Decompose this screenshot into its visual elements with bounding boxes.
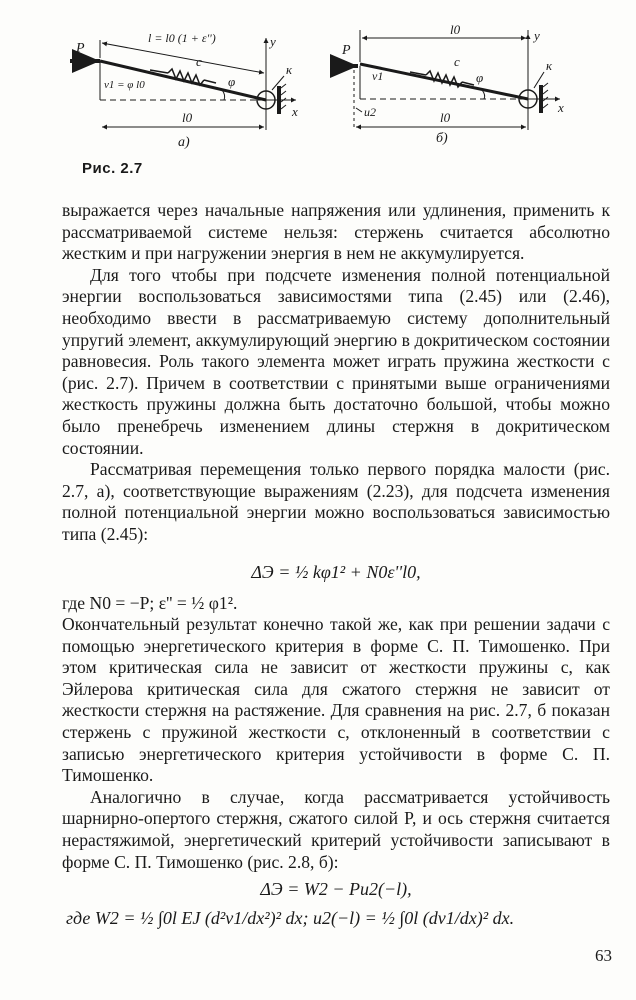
support-label: к <box>286 62 293 77</box>
equation-timoshenko: ΔЭ = W2 − Pu2(−l), <box>260 879 412 900</box>
paragraph-1: выражается через начальные напряжения или удлинения, применить к рассматриваемой системе нельзя: стержень считается абсолютно жестким и при нагружении энергия в нем не аккумулируется. <box>62 200 610 264</box>
where-clause-1: где N0 = −P; ε'' = ½ φ1². <box>62 592 238 613</box>
panel-a <box>70 31 298 150</box>
panel-label: б) <box>436 131 448 146</box>
panel-b <box>338 22 564 146</box>
x-axis-label: x <box>292 104 298 119</box>
page-number: 63 <box>595 946 612 965</box>
angle-label: φ <box>228 74 236 89</box>
paragraph-2: Для того чтобы при подсчете изменения полной потенциальной энергии воспользоваться зависимостями типа (2.45) или (2.46), необходимо ввести в рассматриваемую систему дополнительный упругий элемент, аккумулирующий энергию в докритическом состоянии равновесия. Роль такого элемента может играть пружина жесткости c (рис. 2.7). Причем в соответствии с принятыми выше ограничениями жесткость пружины должна быть достаточно большой, чтобы можно было пренебречь изменением длины стержня в докритическом состоянии. <box>62 264 610 458</box>
top-dimension-label: l0 <box>450 22 461 37</box>
force-label: P <box>342 43 351 58</box>
shortening-label: u2 <box>364 105 376 119</box>
figure-caption: Рис. 2.7 <box>82 160 143 177</box>
paragraph-5: Аналогично в случае, когда рассматривается устойчивость шарнирно-опертого стержня, сжатого силой P, и ось стержня считается нерастяжимой, энергетический критерий устойчивости записывают в форме С. П. Тимошенко (рис. 2.8, б): <box>62 786 610 872</box>
spring-label: c <box>454 54 460 69</box>
figure-2-7 <box>0 0 636 160</box>
y-axis-label: y <box>270 34 276 49</box>
panel-label: а) <box>178 135 190 150</box>
equation-energy-change: ΔЭ = ½ kφ1² + N0ε''l0, <box>251 561 421 582</box>
bottom-dimension-label: l0 <box>182 110 193 125</box>
y-axis-label: y <box>534 28 540 43</box>
paragraph-3: Рассматривая перемещения только первого порядка малости (рис. 2.7, а), соответствующие выражениям (2.23), для подсчета изменения полной потенциальной энергии можно воспользоваться зависимостью типа (2.45): <box>62 459 610 544</box>
paragraph-4: Окончательный результат конечно такой же, как при решении задачи с помощью энергетического критерия в форме С. П. Тимошенко. При этом критическая сила не зависит от жесткости пружины c, как Эйлерова критическая сила для сжатого стержня не зависит от жесткости стержня на растяжение. Для сравнения на рис. 2.7, б показан стержень с пружиной жесткости c, отклоненный в соответствии с записью энергетического критерия устойчивости в форме С. П. Тимошенко. <box>62 614 610 786</box>
rod <box>360 64 528 99</box>
where-clause-2: где W2 = ½ ∫0l EJ (d²v1/dx²)² dx; u2(−l) = ½ ∫0l (dv1/dx)² dx. <box>66 908 515 929</box>
body-text <box>62 200 610 929</box>
angle-label: φ <box>476 70 484 85</box>
deflection-label: v1 <box>372 69 384 83</box>
support-label: к <box>546 58 553 73</box>
spring-label: c <box>196 54 202 69</box>
deflection-label: v1 = φ l0 <box>104 79 145 91</box>
top-dimension-label: l = l0 (1 + ε'') <box>148 31 216 45</box>
x-axis-label: x <box>558 100 564 115</box>
force-label: P <box>76 41 85 56</box>
bottom-dimension-label: l0 <box>440 110 451 125</box>
